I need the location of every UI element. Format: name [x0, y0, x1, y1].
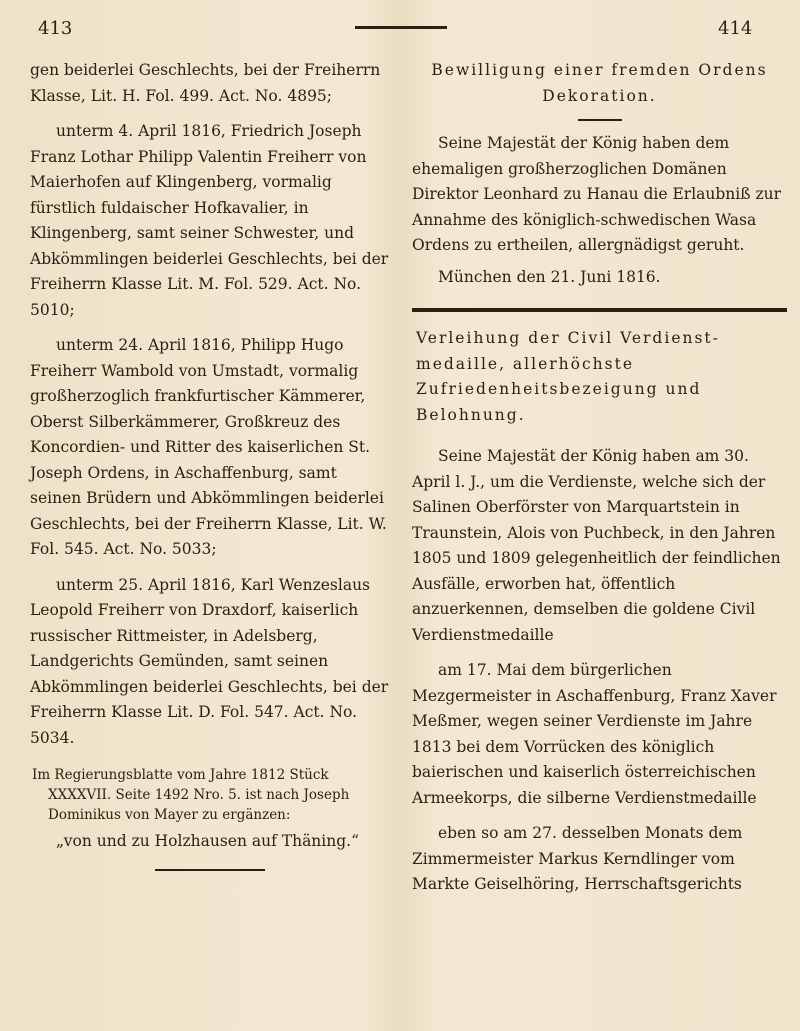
correction-notice: Im Regierungsblatte vom Jahre 1812 Stück XXXXVII. Seite 1492 Nro. 5. ist nach Joseph Dominikus von Mayer zu ergänzen:	[32, 767, 350, 823]
right-paragraph-1: Seine Majestät der König haben dem ehemaligen großherzoglichen Domänen Direktor Leonhard zu Hanau die Erlaubniß zur Annahme des königlich-schwedischen Wasa Ordens zu ertheilen, allergnädigst geruht.	[412, 134, 782, 254]
page-number-left: 413	[38, 18, 73, 39]
section-heading-medal: Verleihung der Civil Verdienst-medaille, allerhöchste Zufriedenheitsbezeigung und Belohnung.	[416, 329, 720, 424]
header-rule	[355, 26, 447, 29]
left-paragraph-4: unterm 25. April 1816, Karl Wenzeslaus Leopold Freiherr von Draxdorf, kaiserlich russischer Rittmeister, in Adelsberg, Landgerichts Gemünden, samt seinen Abkömmlingen beiderlei Geschlechts, bei der Freiherrn Klasse Lit. D. Fol. 547. Act. No. 5034.	[30, 575, 389, 747]
left-paragraph-3: unterm 24. April 1816, Philipp Hugo Freiherr Wambold von Umstadt, vormalig großherzoglich frankfurtischer Kämmerer, Oberst Silberkämmerer, Großkreuz des Koncordien- und Ritter des kaiserlichen St. Joseph Ordens, in Aschaffenburg, samt seinen Brüdern und Abkömmlingen beiderlei Geschlechts, bei der Freiherrn Klasse, Lit. W. Fol. 545. Act. No. 5033;	[30, 336, 387, 558]
right-column	[412, 58, 787, 898]
section-rule-short	[578, 119, 622, 121]
right-paragraph-4: eben so am 27. desselben Monats dem Zimmermeister Markus Kerndlinger vom Markte Geiselhöring, Herrschaftsgerichts	[412, 824, 743, 893]
section-heading-decoration: Bewilligung einer fremden Ordens Dekoration.	[431, 61, 768, 105]
page-number-right: 414	[718, 18, 753, 39]
footer-rule	[155, 869, 265, 871]
right-paragraph-2: Seine Majestät der König haben am 30. April l. J., um die Verdienste, welche sich der Salinen Oberförster von Marquartstein in Traunstein, Alois von Puchbeck, in den Jahren 1805 und 1809 gelegenheitlich der feindlichen Ausfälle, erworben hat, öffentlich anzuerkennen, demselben die goldene Civil Verdienstmedaille	[412, 447, 781, 644]
right-paragraph-3: am 17. Mai dem bürgerlichen Mezgermeister in Aschaffenburg, Franz Xaver Meßmer, wegen seiner Verdienste im Jahre 1813 bei dem Vorrücken des königlich baierischen und kaiserlich österreichischen Armeekorps, die silberne Verdienstmedaille	[412, 661, 777, 807]
left-paragraph-2: unterm 4. April 1816, Friedrich Joseph Franz Lothar Philipp Valentin Freiherr von Maierhofen auf Klingenberg, vormalig fürstlich fuldaischer Hofkavalier, in Klingenberg, samt seiner Schwester, und Abkömmlingen beiderlei Geschlechts, bei der Freiherrn Klasse Lit. M. Fol. 529. Act. No. 5010;	[30, 122, 389, 319]
correction-quote: „von und zu Holzhausen auf Thäning.“	[56, 832, 360, 850]
section-rule-thick	[412, 308, 787, 312]
left-column	[30, 58, 390, 871]
dateline: München den 21. Juni 1816.	[438, 267, 661, 286]
left-paragraph-1: gen beiderlei Geschlechts, bei der Freiherrn Klasse, Lit. H. Fol. 499. Act. No. 4895;	[30, 61, 381, 105]
